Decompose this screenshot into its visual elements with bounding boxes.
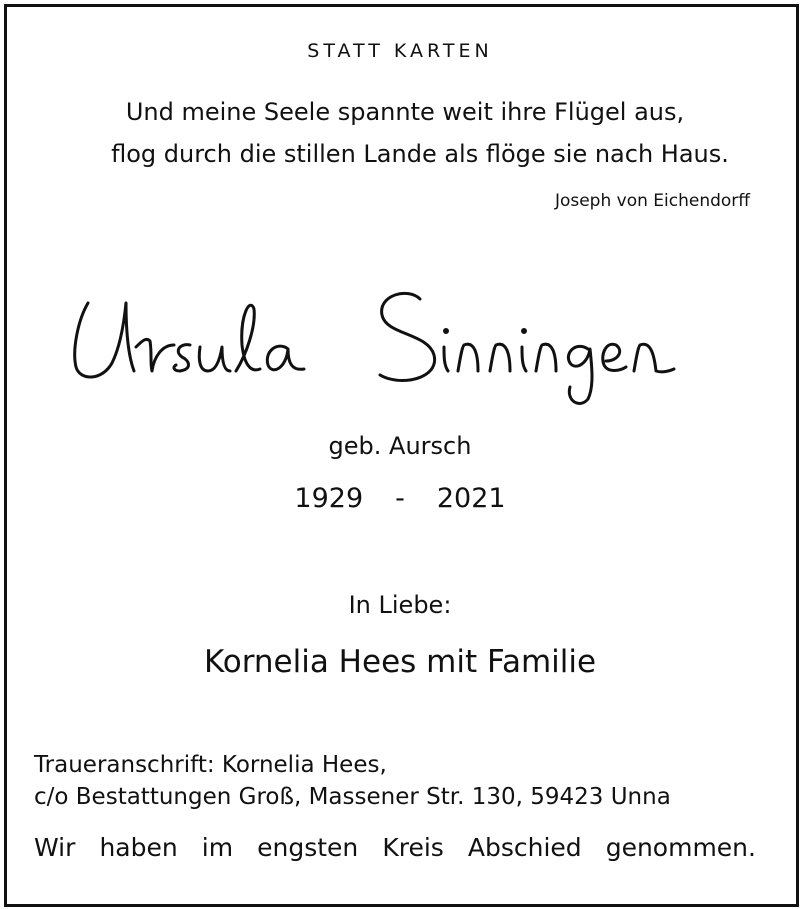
family-names: Kornelia Hees mit Familie xyxy=(203,644,597,680)
closing-word: haben xyxy=(99,833,178,862)
poem-line-2: flog durch die stillen Lande als flöge sie nach Haus. xyxy=(111,140,729,168)
dedication: In Liebe: xyxy=(348,591,452,619)
closing-word: Kreis xyxy=(382,833,444,862)
address-line-1: Traueranschrift: Kornelia Hees, xyxy=(34,752,387,778)
closing-word: im xyxy=(201,833,234,862)
date-separator: - xyxy=(395,483,405,514)
address-line-2: c/o Bestattungen Groß, Massener Str. 130, 59423 Unna xyxy=(34,784,671,810)
closing-word: Abschied xyxy=(467,833,582,862)
birth-year: 1929 xyxy=(294,483,364,514)
death-year: 2021 xyxy=(436,483,506,514)
closing-word: genommen. xyxy=(605,833,756,862)
life-dates xyxy=(0,483,800,514)
poem-author: Joseph von Eichendorff xyxy=(554,191,750,211)
closing-word: Wir xyxy=(34,833,76,862)
closing-statement xyxy=(34,833,756,862)
name-signature xyxy=(50,275,750,425)
poem-line-1: Und meine Seele spannte weit ihre Flügel aus, xyxy=(125,98,685,126)
closing-word: engsten xyxy=(257,833,359,862)
header-statt-karten: STATT KARTEN xyxy=(307,40,493,62)
maiden-name: geb. Aursch xyxy=(328,432,472,460)
